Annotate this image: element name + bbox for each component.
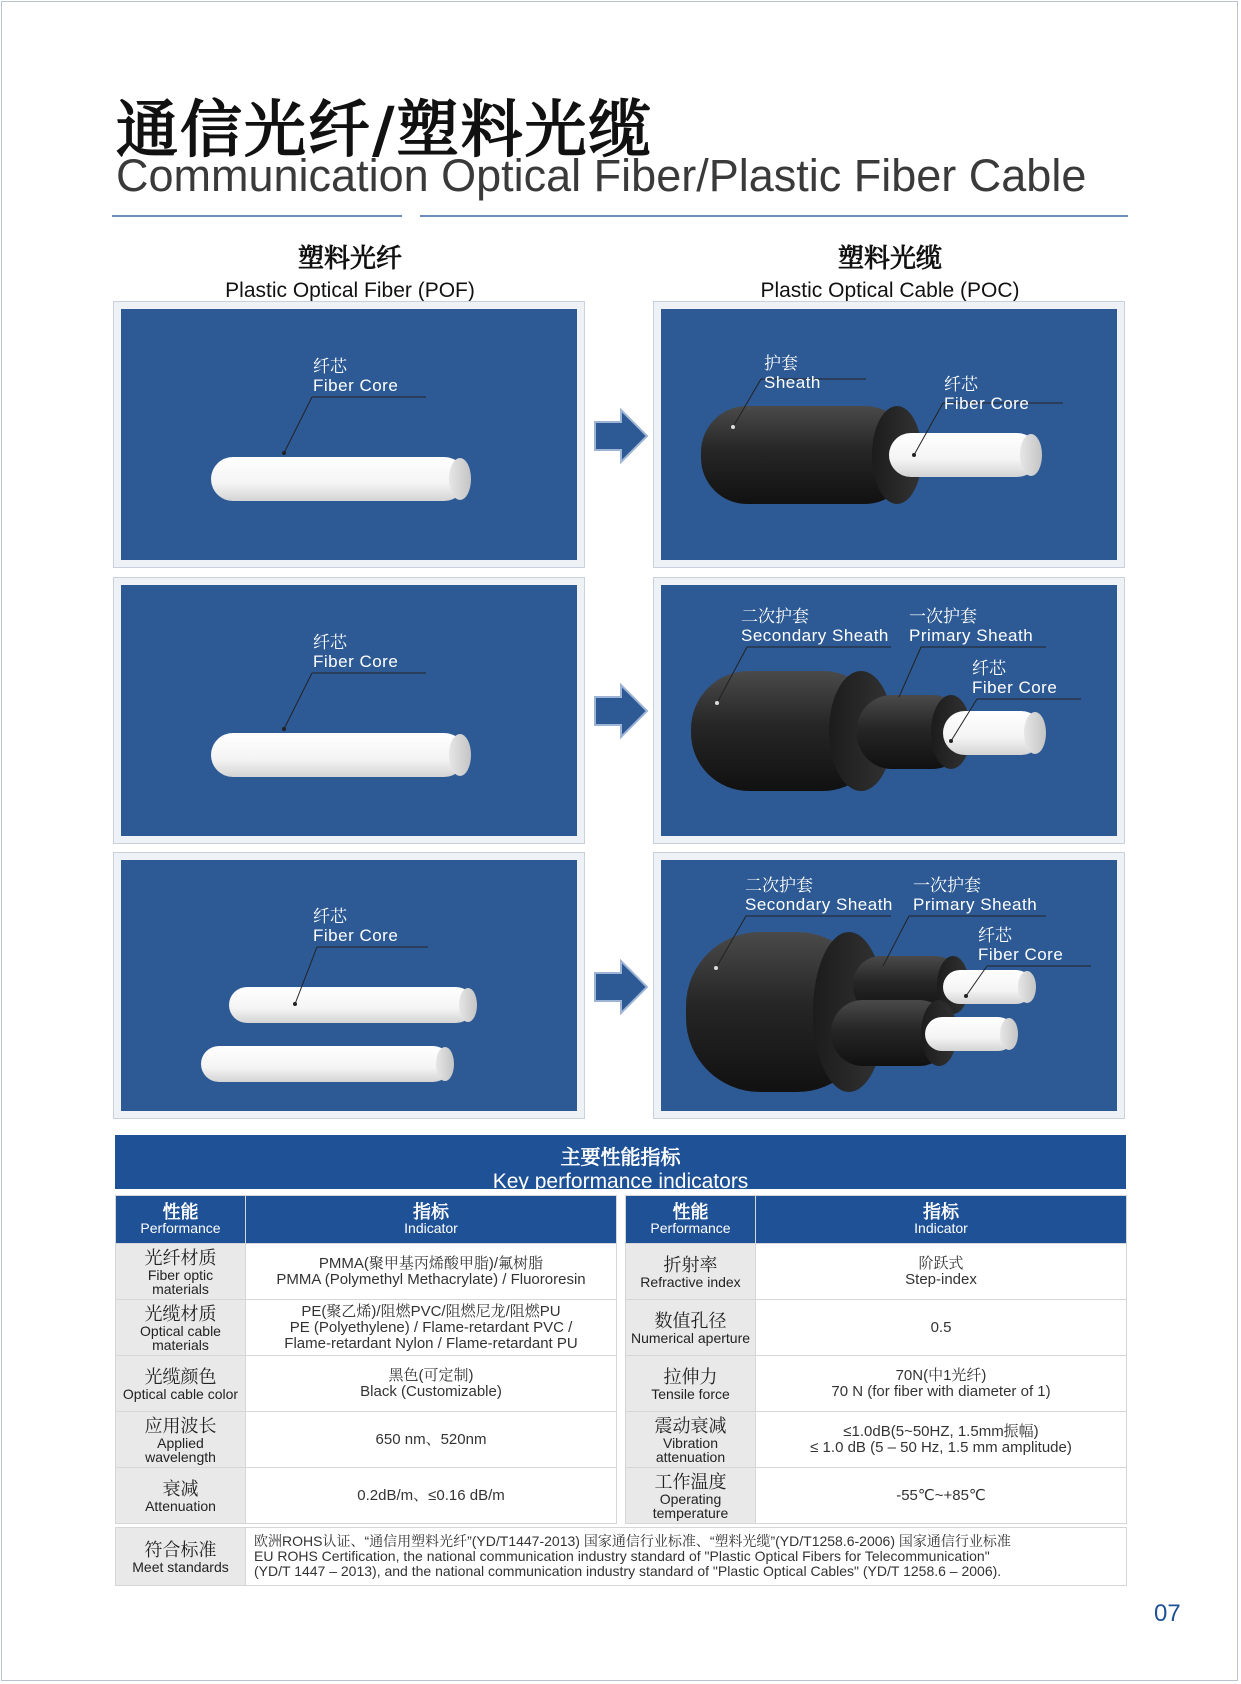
pof-single-fiber-drawing [121,309,577,560]
value-cell: 650 nm、520nm [246,1412,617,1468]
value-cell: 0.2dB/m、≤0.16 dB/m [246,1468,617,1524]
page-title-en: Communication Optical Fiber/Plastic Fiber Cable [116,150,1087,201]
secondary-sheath-label-cn: 二次护套 [741,607,809,626]
poc-panel-1 [654,302,1124,567]
kpi-title-en: Key performance indicators [492,1170,749,1193]
header-indicator: 指标 Indicator [246,1196,617,1244]
table-row [626,1412,1127,1468]
table-header-row [626,1196,1127,1244]
standards-table [115,1527,1127,1586]
value-cell: PMMA(聚甲基丙烯酸甲脂)/氟树脂 PMMA (Polymethyl Methacrylate) / Fluororesin [246,1244,617,1300]
fiber-core-label-en: Fiber Core [972,678,1058,697]
poc-heading-cn: 塑料光缆 [837,243,942,273]
fiber-core-label [972,659,1057,697]
pof-dual-fiber-drawing [121,860,577,1111]
fiber-core-label-en: Fiber Core [313,376,399,395]
perf-cell: 光缆材质 Optical cable materials [116,1300,246,1356]
perf-cell: 工作温度 Operating temperature [626,1468,756,1524]
poc-sheathed-cable-drawing [661,309,1117,560]
fiber-core-label-cn: 纤芯 [313,357,347,376]
pof-single-fiber-drawing [121,585,577,836]
primary-sheath-label-cn: 一次护套 [913,876,981,895]
page-number: 07 [1154,1600,1181,1627]
fiber-core-label-cn: 纤芯 [978,926,1012,945]
pof-panel-2 [114,578,584,843]
primary-sheath-label-en: Primary Sheath [913,895,1038,914]
fiber-core-label-cn: 纤芯 [944,375,978,394]
table-row [626,1244,1127,1300]
secondary-sheath-label-en: Secondary Sheath [741,626,889,645]
perf-cell: 符合标准 Meet standards [116,1528,246,1586]
perf-cell: 数值孔径 Numerical aperture [626,1300,756,1356]
fiber-core-label-en: Fiber Core [978,945,1064,964]
primary-sheath-label [913,876,1037,914]
fiber-core-label [944,375,1029,413]
table-row [116,1468,617,1524]
sheath-label-en: Sheath [764,373,821,392]
fiber-core-label [978,926,1063,964]
fiber-core-label [313,907,398,945]
poc-heading-en: Plastic Optical Cable (POC) [760,279,1020,302]
title-rule-left [112,215,402,217]
fiber-core-label-en: Fiber Core [944,394,1030,413]
table-header-row [116,1196,617,1244]
title-rule-right [420,215,1128,217]
secondary-sheath-label [741,607,889,645]
perf-cell: 应用波长 Applied wavelength [116,1412,246,1468]
poc-panel-3 [654,853,1124,1118]
pof-panel-1 [114,302,584,567]
table-row [626,1468,1127,1524]
value-cell: 阶跃式 Step-index [756,1244,1127,1300]
table-row [116,1412,617,1468]
value-cell: 0.5 [756,1300,1127,1356]
table-row [116,1244,617,1300]
value-cell: -55℃~+85℃ [756,1468,1127,1524]
primary-sheath-label-en: Primary Sheath [909,626,1034,645]
kpi-banner [115,1135,1126,1193]
fiber-core-label-cn: 纤芯 [972,659,1006,678]
perf-cell: 震动衰减 Vibration attenuation [626,1412,756,1468]
poc-double-sheath-drawing [661,585,1117,836]
table-row [116,1356,617,1412]
fiber-core-label [313,633,398,671]
value-cell: ≤1.0dB(5~50HZ, 1.5mm振幅) ≤ 1.0 dB (5 – 50 Hz, 1.5 mm amplitude) [756,1412,1127,1468]
pof-heading-en: Plastic Optical Fiber (POF) [225,279,475,302]
table-row [116,1528,1127,1586]
perf-cell: 衰减 Attenuation [116,1468,246,1524]
poc-column-heading [640,238,1140,303]
pof-column-heading [100,238,600,303]
secondary-sheath-label [745,876,893,914]
fiber-core-label-cn: 纤芯 [313,633,347,652]
value-cell: 70N(中1光纤) 70 N (for fiber with diameter of 1) [756,1356,1127,1412]
pof-heading-cn: 塑料光纤 [297,243,402,273]
standards-value-cell: 欧洲ROHS认证、“通信用塑料光纤”(YD/T1447-2013) 国家通信行业标准、“塑料光缆”(YD/T1258.6-2006) 国家通信行业标准 EU ROHS Certification, the national communication industry standard of "Plastic Optical Fibers for Telecommunication" (YD/T 1447 – 2013), and the national communication industry standard of "Plastic Optical Cables" (YD/T 1258.6 – 2006). [246,1528,1127,1586]
table-row [116,1300,617,1356]
header-performance: 性能 Performance [626,1196,756,1244]
sheath-label-cn: 护套 [764,354,798,373]
fiber-core-label-en: Fiber Core [313,652,399,671]
poc-panel-2 [654,578,1124,843]
fiber-core-label-en: Fiber Core [313,926,399,945]
secondary-sheath-label-en: Secondary Sheath [745,895,893,914]
perf-cell: 折射率 Refractive index [626,1244,756,1300]
kpi-title-cn: 主要性能指标 [560,1147,681,1169]
perf-cell: 拉伸力 Tensile force [626,1356,756,1412]
arrow-right-icon [593,408,649,464]
kpi-table-right [625,1195,1127,1524]
header-indicator: 指标 Indicator [756,1196,1127,1244]
pof-panel-3 [114,853,584,1118]
value-cell: PE(聚乙烯)/阻燃PVC/阻燃尼龙/阻燃PU PE (Polyethylene) / Flame-retardant PVC / Flame-retardant Nylon / Flame-retardant PU [246,1300,617,1356]
arrow-right-icon [593,959,649,1015]
header-performance: 性能 Performance [116,1196,246,1244]
page-title-cn: 通信光纤/塑料光缆 [116,93,653,166]
secondary-sheath-label-cn: 二次护套 [745,876,813,895]
primary-sheath-label-cn: 一次护套 [909,607,977,626]
fiber-core-label-cn: 纤芯 [313,907,347,926]
table-row [626,1300,1127,1356]
kpi-table-left [115,1195,617,1524]
sheath-label [764,354,821,392]
arrow-right-icon [593,683,649,739]
table-row [626,1356,1127,1412]
perf-cell: 光缆颜色 Optical cable color [116,1356,246,1412]
primary-sheath-label [909,607,1033,645]
fiber-core-label [313,357,398,395]
perf-cell: 光纤材质 Fiber optic materials [116,1244,246,1300]
value-cell: 黑色(可定制) Black (Customizable) [246,1356,617,1412]
